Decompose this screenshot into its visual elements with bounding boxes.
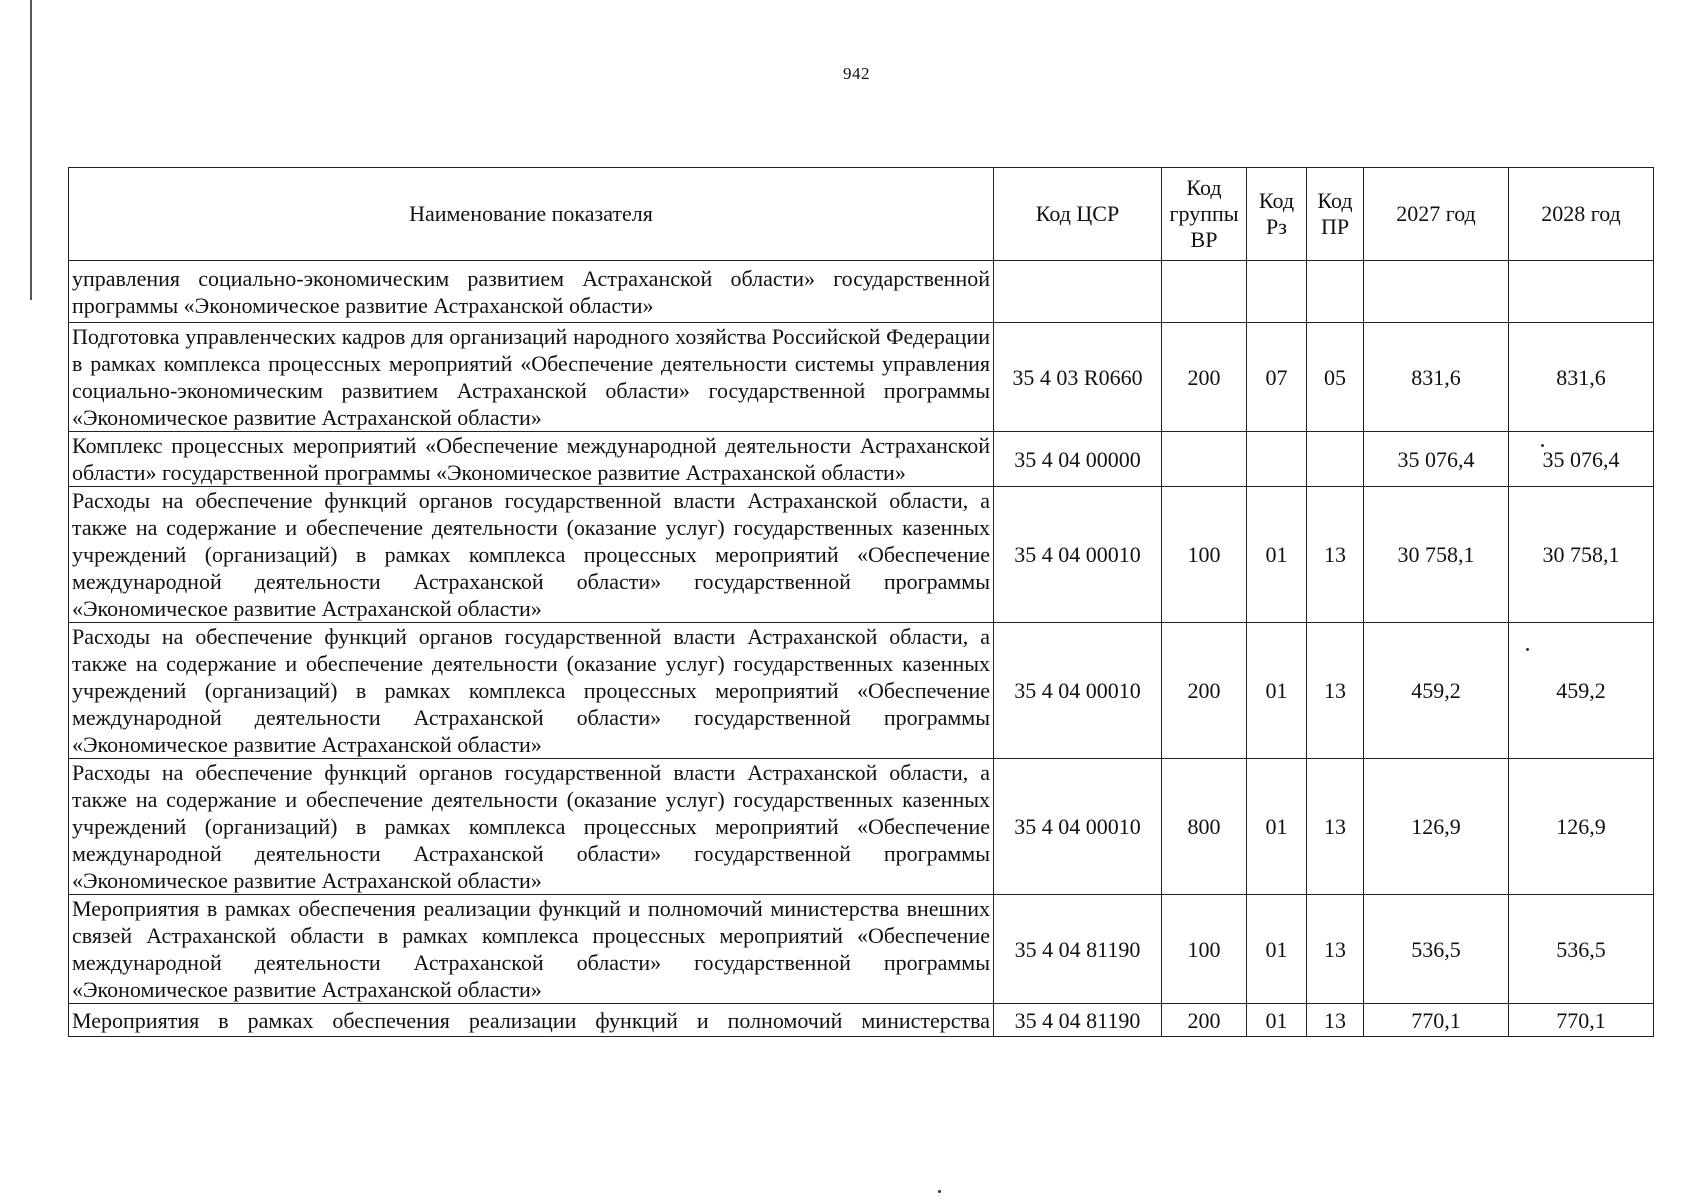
row-pr: 13 bbox=[1307, 895, 1364, 1004]
budget-table bbox=[68, 167, 1654, 1037]
row-csr: 35 4 04 00000 bbox=[994, 432, 1162, 487]
page-number: 942 bbox=[843, 64, 870, 83]
row-vr: 100 bbox=[1162, 895, 1247, 1004]
row-2027: 30 758,1 bbox=[1364, 487, 1509, 623]
row-2027: 35 076,4 bbox=[1364, 432, 1509, 487]
row-csr: 35 4 04 00010 bbox=[994, 623, 1162, 759]
row-rz: 01 bbox=[1247, 895, 1307, 1004]
row-rz bbox=[1247, 261, 1307, 323]
table-row bbox=[69, 487, 1654, 623]
header-2027: 2027 год bbox=[1364, 168, 1509, 261]
header-2028: 2028 год bbox=[1509, 168, 1654, 261]
table-row bbox=[69, 623, 1654, 759]
row-csr: 35 4 03 R0660 bbox=[994, 323, 1162, 432]
row-2027: 536,5 bbox=[1364, 895, 1509, 1004]
row-vr: 200 bbox=[1162, 323, 1247, 432]
row-name: Мероприятия в рамках обеспечения реализации функций и полномочий министерства bbox=[69, 1004, 994, 1037]
row-vr bbox=[1162, 432, 1247, 487]
row-2028: 536,5 bbox=[1509, 895, 1654, 1004]
row-csr: 35 4 04 00010 bbox=[994, 759, 1162, 895]
row-vr: 200 bbox=[1162, 623, 1247, 759]
row-2028: 459,2 bbox=[1509, 623, 1654, 759]
table-row bbox=[69, 323, 1654, 432]
header-name: Наименование показателя bbox=[69, 168, 994, 261]
scan-speck bbox=[1541, 444, 1544, 447]
row-rz: 01 bbox=[1247, 487, 1307, 623]
row-2027: 770,1 bbox=[1364, 1004, 1509, 1037]
row-csr: 35 4 04 81190 bbox=[994, 1004, 1162, 1037]
row-vr: 800 bbox=[1162, 759, 1247, 895]
row-rz: 07 bbox=[1247, 323, 1307, 432]
row-pr bbox=[1307, 261, 1364, 323]
row-csr bbox=[994, 261, 1162, 323]
row-rz: 01 bbox=[1247, 1004, 1307, 1037]
row-name: управления социально-экономическим развитием Астраханской области» государственной программы «Экономическое развитие Астраханской области» bbox=[69, 261, 994, 323]
table-row bbox=[69, 1004, 1654, 1037]
header-row bbox=[69, 168, 1654, 261]
row-vr bbox=[1162, 261, 1247, 323]
row-rz: 01 bbox=[1247, 759, 1307, 895]
row-name: Комплекс процессных мероприятий «Обеспечение международной деятельности Астраханской области» государственной программы «Экономическое развитие Астраханской области» bbox=[69, 432, 994, 487]
header-csr: Код ЦСР bbox=[994, 168, 1162, 261]
table-header bbox=[69, 168, 1654, 261]
row-2028: 35 076,4 bbox=[1509, 432, 1654, 487]
row-2028: 770,1 bbox=[1509, 1004, 1654, 1037]
row-rz: 01 bbox=[1247, 623, 1307, 759]
row-vr: 200 bbox=[1162, 1004, 1247, 1037]
row-2028: 30 758,1 bbox=[1509, 487, 1654, 623]
row-pr: 13 bbox=[1307, 759, 1364, 895]
row-2027: 831,6 bbox=[1364, 323, 1509, 432]
row-2027: 126,9 bbox=[1364, 759, 1509, 895]
row-2028 bbox=[1509, 261, 1654, 323]
scan-speck bbox=[938, 1190, 941, 1193]
row-name: Расходы на обеспечение функций органов государственной власти Астраханской области, а также на содержание и обеспечение деятельности (оказание услуг) государственных казенных учреждений (организаций) в рамках комплекса процессных мероприятий «Обеспечение международной деятельности Астраханской области» государственной программы «Экономическое развитие Астраханской области» bbox=[69, 623, 994, 759]
row-2027: 459,2 bbox=[1364, 623, 1509, 759]
row-csr: 35 4 04 81190 bbox=[994, 895, 1162, 1004]
row-pr bbox=[1307, 432, 1364, 487]
table-row bbox=[69, 432, 1654, 487]
row-2028: 126,9 bbox=[1509, 759, 1654, 895]
row-vr: 100 bbox=[1162, 487, 1247, 623]
row-pr: 13 bbox=[1307, 623, 1364, 759]
row-name: Подготовка управленческих кадров для организаций народного хозяйства Российской Федерации в рамках комплекса процессных мероприятий «Обеспечение деятельности системы управления социально-экономическим развитием Астраханской области» государственной программы «Экономическое развитие Астраханской области» bbox=[69, 323, 994, 432]
scan-edge-line bbox=[30, 0, 32, 300]
table-row bbox=[69, 261, 1654, 323]
header-rz: Код Рз bbox=[1247, 168, 1307, 261]
row-rz bbox=[1247, 432, 1307, 487]
row-csr: 35 4 04 00010 bbox=[994, 487, 1162, 623]
header-pr: Код ПР bbox=[1307, 168, 1364, 261]
row-pr: 05 bbox=[1307, 323, 1364, 432]
table-row bbox=[69, 759, 1654, 895]
scan-speck bbox=[1526, 648, 1529, 651]
header-vr: Код группы ВР bbox=[1162, 168, 1247, 261]
table-body bbox=[69, 261, 1654, 1037]
row-2028: 831,6 bbox=[1509, 323, 1654, 432]
row-2027 bbox=[1364, 261, 1509, 323]
table-row bbox=[69, 895, 1654, 1004]
row-name: Мероприятия в рамках обеспечения реализации функций и полномочий министерства внешних связей Астраханской области в рамках комплекса процессных мероприятий «Обеспечение международной деятельности Астраханской области» государственной программы «Экономическое развитие Астраханской области» bbox=[69, 895, 994, 1004]
row-name: Расходы на обеспечение функций органов государственной власти Астраханской области, а также на содержание и обеспечение деятельности (оказание услуг) государственных казенных учреждений (организаций) в рамках комплекса процессных мероприятий «Обеспечение международной деятельности Астраханской области» государственной программы «Экономическое развитие Астраханской области» bbox=[69, 487, 994, 623]
row-pr: 13 bbox=[1307, 487, 1364, 623]
row-name: Расходы на обеспечение функций органов государственной власти Астраханской области, а также на содержание и обеспечение деятельности (оказание услуг) государственных казенных учреждений (организаций) в рамках комплекса процессных мероприятий «Обеспечение международной деятельности Астраханской области» государственной программы «Экономическое развитие Астраханской области» bbox=[69, 759, 994, 895]
row-pr: 13 bbox=[1307, 1004, 1364, 1037]
